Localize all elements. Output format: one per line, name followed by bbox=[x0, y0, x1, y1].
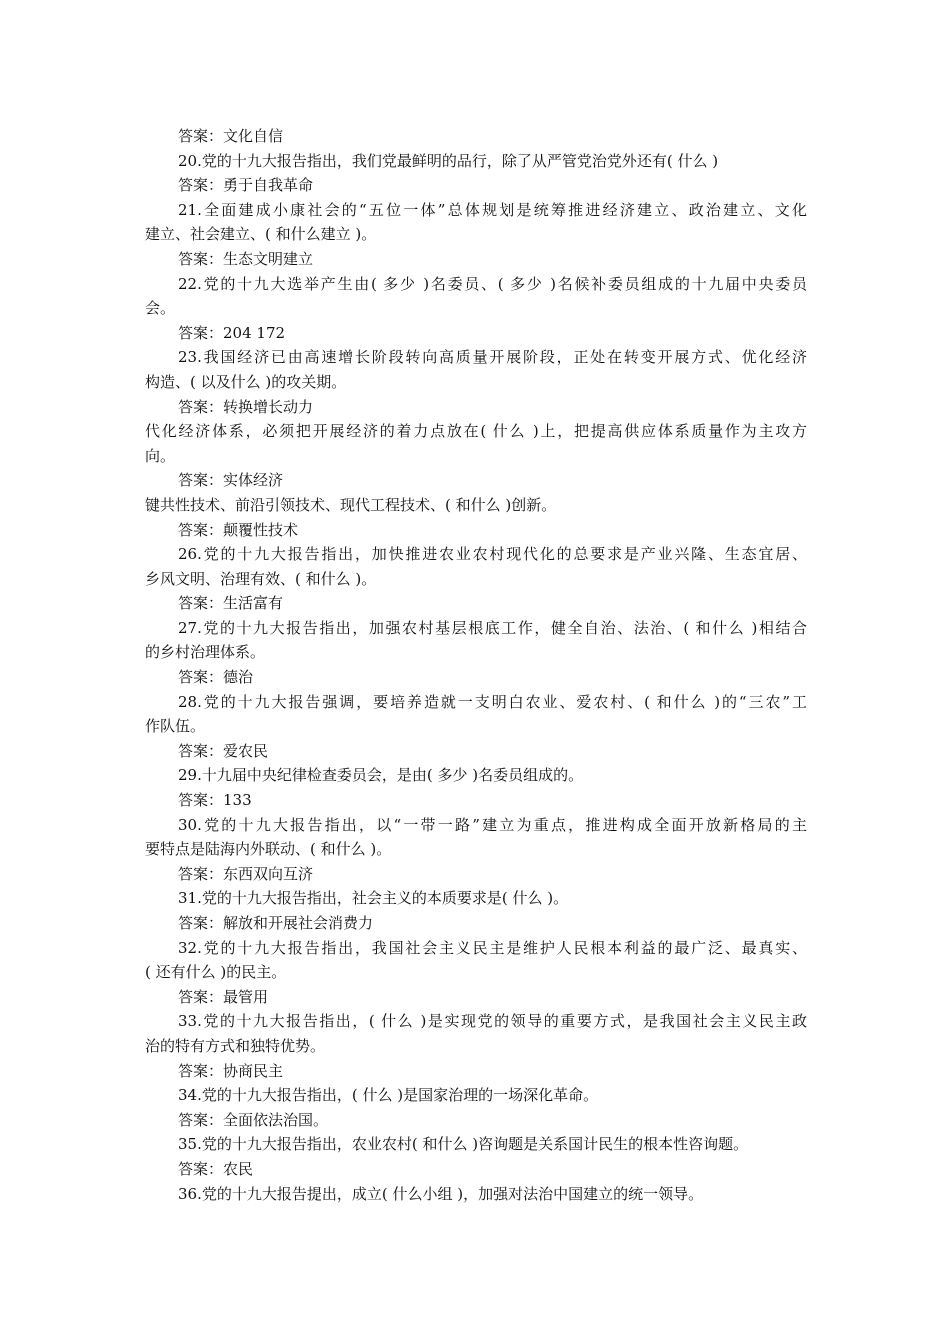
text-line: 建立、社会建立、( 和什么建立 )。 bbox=[145, 225, 377, 244]
text-line: 23.我国经济已由高速增长阶段转向高质量开展阶段，正处在转变开展方式、优化经济 bbox=[178, 348, 807, 367]
text-line: 向。 bbox=[145, 446, 176, 465]
text-line: 36.党的十九大报告提出，成立( 什么小组 )，加强对法治中国建立的统一领导。 bbox=[178, 1184, 704, 1203]
answer-line: 答案：东西双向互济 bbox=[178, 864, 314, 883]
text-line: 要特点是陆海内外联动、( 和什么 )。 bbox=[145, 840, 392, 859]
answer-line: 答案：文化自信 bbox=[178, 127, 284, 145]
text-line: 构造、( 以及什么 )的攻关期。 bbox=[145, 372, 347, 391]
answer-line: 答案：133 bbox=[178, 791, 252, 810]
text-line: 作队伍。 bbox=[145, 717, 206, 736]
text-line: 31.党的十九大报告指出，社会主义的本质要求是( 什么 )。 bbox=[178, 889, 569, 908]
text-line: 会。 bbox=[145, 299, 176, 318]
text-line: 29.十九届中央纪律检查委员会，是由( 多少 )名委员组成的。 bbox=[178, 766, 584, 785]
text-line: 20.党的十九大报告指出，我们党最鲜明的品行，除了从严管党治党外还有( 什么 ) bbox=[178, 151, 719, 170]
answer-line: 答案：解放和开展社会消费力 bbox=[178, 914, 374, 932]
text-line: 28.党的十九大报告强调，要培养造就一支明白农业、爱农村、( 和什么 )的“三农”工 bbox=[178, 692, 807, 711]
answer-line: 答案：204 172 bbox=[178, 323, 286, 342]
answer-line: 答案：德治 bbox=[178, 668, 254, 687]
text-line: 32.党的十九大报告指出，我国社会主义民主是维护人民根本利益的最广泛、最真实、 bbox=[178, 938, 807, 957]
text-line: 22.党的十九大选举产生由( 多少 )名委员、( 多少 )名候补委员组成的十九届中央委员 bbox=[178, 274, 807, 293]
answer-line: 答案：农民 bbox=[178, 1159, 254, 1178]
answer-line: 答案：最管用 bbox=[178, 987, 269, 1006]
text-line: 治的特有方式和独特优势。 bbox=[145, 1036, 326, 1055]
text-line: 的乡村治理体系。 bbox=[145, 643, 266, 662]
answer-line: 答案：生活富有 bbox=[178, 594, 284, 613]
answer-line: 答案：颠覆性技术 bbox=[178, 520, 299, 539]
text-line: 21.全面建成小康社会的“五位一体”总体规划是统筹推进经济建立、政治建立、文化 bbox=[178, 200, 807, 219]
text-line: ( 还有什么 )的民主。 bbox=[145, 963, 287, 982]
answer-line: 答案：生态文明建立 bbox=[178, 249, 314, 268]
text-line: 代化经济体系，必须把开展经济的着力点放在( 什么 )上，把提高供应体系质量作为主攻方 bbox=[145, 422, 807, 441]
document-page bbox=[145, 124, 807, 1206]
text-line: 27.党的十九大报告指出，加强农村基层根底工作，健全自治、法治、( 和什么 )相结合 bbox=[178, 618, 807, 637]
text-line: 键共性技术、前沿引领技术、现代工程技术、( 和什么 )创新。 bbox=[145, 495, 557, 514]
text-line: 26.党的十九大报告指出，加快推进农业农村现代化的总要求是产业兴隆、生态宜居、 bbox=[178, 545, 807, 564]
answer-line: 答案：勇于自我革命 bbox=[178, 176, 314, 195]
answer-line: 答案：全面依法治国。 bbox=[178, 1110, 329, 1129]
text-line: 30.党的十九大报告指出，以“一带一路”建立为重点，推进构成全面开放新格局的主 bbox=[178, 815, 807, 834]
answer-line: 答案：转换增长动力 bbox=[178, 397, 314, 416]
text-line: 35.党的十九大报告指出，农业农村( 和什么 )咨询题是关系国计民生的根本性咨询题。 bbox=[178, 1135, 749, 1154]
text-line: 34.党的十九大报告指出，( 什么 )是国家治理的一场深化革命。 bbox=[178, 1086, 599, 1105]
answer-line: 答案：协商民主 bbox=[178, 1061, 284, 1080]
text-line: 33.党的十九大报告指出，( 什么 )是实现党的领导的重要方式，是我国社会主义民主政 bbox=[178, 1012, 807, 1031]
text-line: 乡风文明、治理有效、( 和什么 )。 bbox=[145, 569, 377, 588]
answer-line: 答案：爱农民 bbox=[178, 741, 269, 760]
answer-line: 答案：实体经济 bbox=[178, 471, 284, 490]
